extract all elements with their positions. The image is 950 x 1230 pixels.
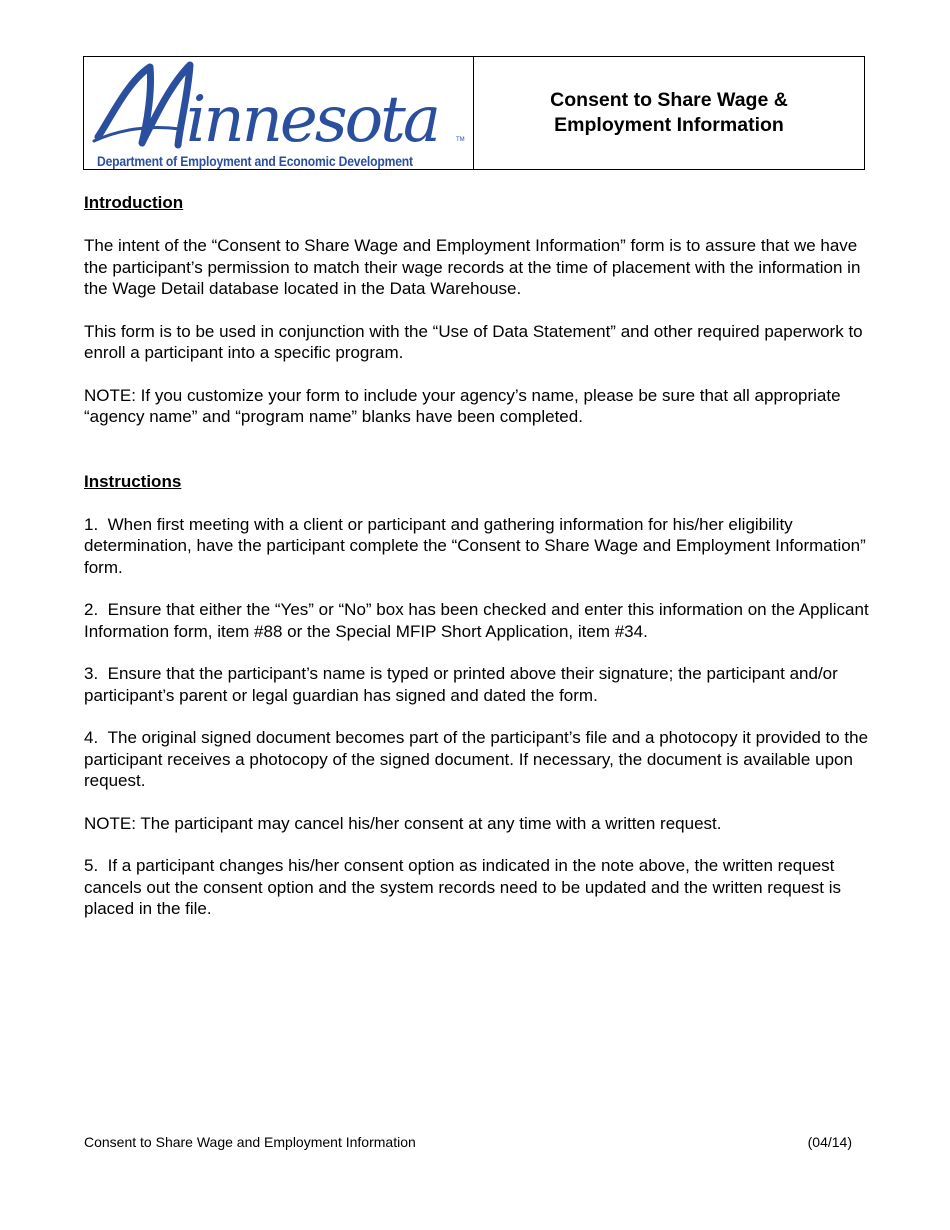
instruction-item: 4. The original signed document becomes part of the participant’s file and a photocopy it provided to the participant receives a photocopy of the signed document. If necessary, the document is available upon request. — [84, 728, 869, 790]
form-title — [474, 57, 864, 169]
instruction-item: 2. Ensure that either the “Yes” or “No” box has been checked and enter this information on the Applicant Information form, item #88 or the Special MFIP Short Application, item #34. — [84, 600, 869, 641]
form-title-line-1: Consent to Share Wage & — [550, 89, 788, 111]
page-footer — [84, 1134, 852, 1150]
instruction-note: NOTE: The participant may cancel his/her consent at any time with a written request. — [84, 813, 722, 833]
form-header — [83, 56, 865, 170]
footer-form-name: Consent to Share Wage and Employment Information — [84, 1134, 416, 1150]
minnesota-logo-icon — [90, 59, 470, 159]
svg-text:TM: TM — [456, 137, 465, 143]
footer-revision-date: (04/14) — [807, 1134, 852, 1150]
logo — [84, 57, 474, 169]
instructions-heading: Instructions — [84, 471, 182, 491]
intro-paragraph: The intent of the “Consent to Share Wage and Employment Information” form is to assure that we have the participant’s permission to match their wage records at the time of placement with the information in the Wage Detail database located in the Data Warehouse. — [84, 236, 861, 298]
form-title-line-2: Employment Information — [554, 114, 784, 136]
instruction-item: 1. When first meeting with a client or participant and gathering information for his/her eligibility determination, have the participant complete the “Consent to Share Wage and Employment Information” form. — [84, 514, 866, 577]
logo-department-name: Department of Employment and Economic Development — [97, 154, 413, 169]
instruction-item: 5. If a participant changes his/her consent option as indicated in the note above, the written request cancels out the consent option and the system records need to be updated and the written request is placed in the file. — [84, 856, 841, 918]
document-body — [84, 192, 869, 920]
intro-note: NOTE: If you customize your form to include your agency’s name, please be sure that all appropriate “agency name” and “program name” blanks have been completed. — [84, 385, 841, 426]
introduction-heading: Introduction — [84, 193, 184, 212]
instruction-item: 3. Ensure that the participant’s name is typed or printed above their signature; the participant and/or participant’s parent or legal guardian has signed and dated the form. — [84, 664, 838, 705]
svg-text:innesota: innesota — [186, 83, 439, 157]
intro-paragraph: This form is to be used in conjunction with the “Use of Data Statement” and other required paperwork to enroll a participant into a specific program. — [84, 321, 863, 362]
